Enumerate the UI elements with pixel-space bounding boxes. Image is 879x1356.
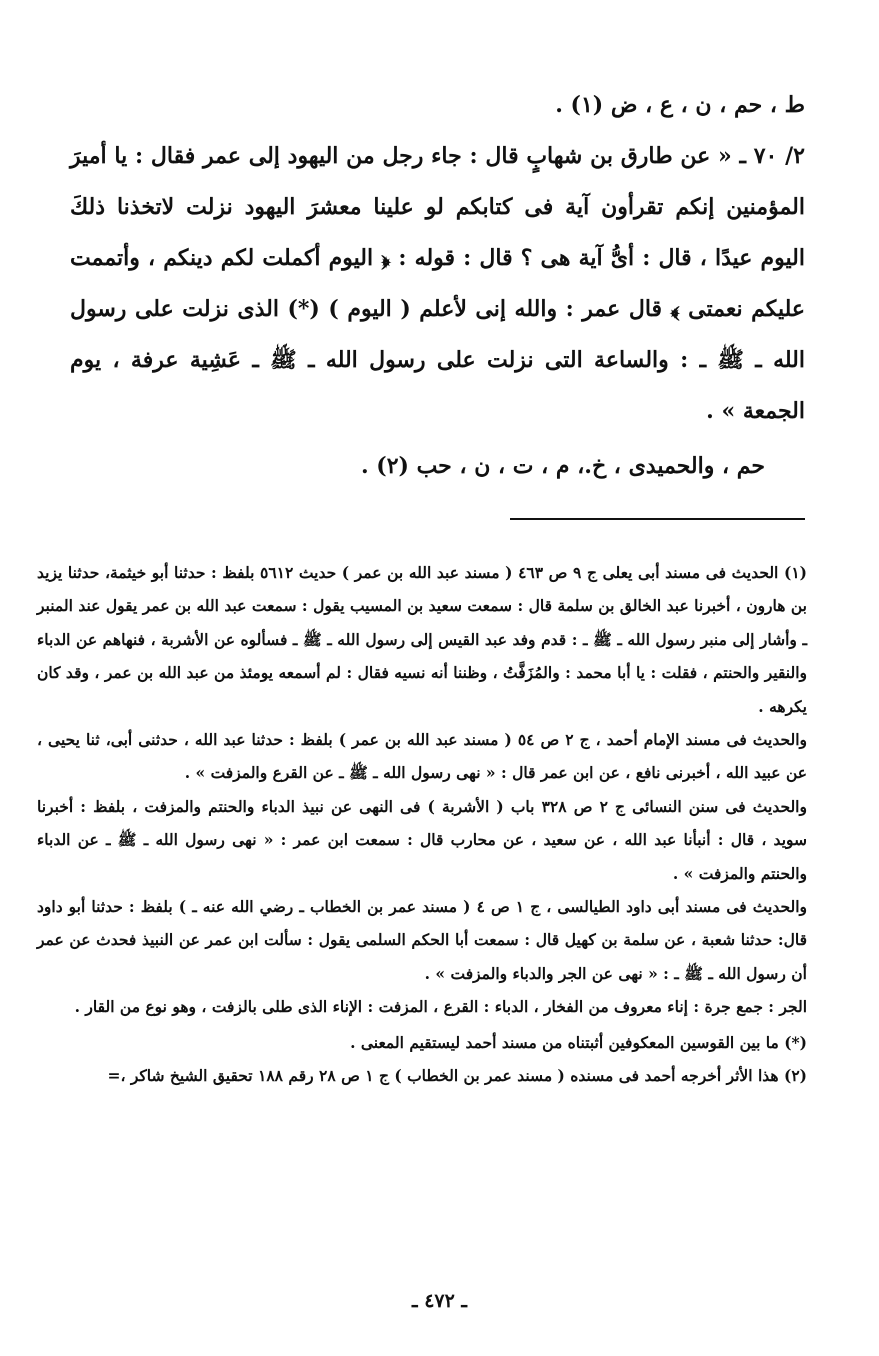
footnote-divider <box>510 518 805 520</box>
footnote-1: (١) الحديث فى مسند أبى يعلى ج ٩ ص ٤٦٣ ( مسند عبد الله بن عمر ) حديث ٥٦١٢ بلفظ : حدثنا أبو خيثمة، حدثنا يزيد بن هارون ، أخبرنا عبد الخالق بن سلمة قال : سمعت سعيد بن المسيب يقول : سمعت عبد الله بن عمر يقول عند المنبر ـ وأشار إلى منبر رسول الله ـ ﷺ ـ : قدم وفد عبد القيس إلى رسول الله ـ ﷺ ـ فسألوه عن الأشربة ، فنهاهم عن الدباء والنقير والحنتم ، فقلت : يا أبا محمد : والمُزَفَّتُ ، وظننا أنه نسيه فقال : لم أسمعه يومئذ من عبد الله بن عمر ، وقد كان يكرهه . <box>37 563 807 716</box>
main-text <box>70 80 805 492</box>
footnotes <box>37 556 807 1093</box>
page-number: ـ ٤٧٢ ـ <box>412 1290 467 1312</box>
footnote-2: (٢) هذا الأثر أخرجه أحمد فى مسنده ( مسند عمر بن الخطاب ) ج ١ ص ٢٨ رقم ١٨٨ تحقيق الشيخ شاكر ،= <box>107 1066 807 1086</box>
sources-line-1: ط ، حم ، ن ، ع ، ض (١) . <box>555 92 805 118</box>
sources-line-2: حم ، والحميدى ، خ.، م ، ت ، ن ، حب (٢) . <box>360 453 765 479</box>
footnote-1-nasai: والحديث فى سنن النسائى ج ٢ ص ٣٢٨ باب ( الأشربة ) فى النهى عن نبيذ الدباء والحنتم والمزفت ، بلفظ : أخبرنا سويد ، قال : أنبأنا عبد الله ، عن سعيد ، عن محارب قال : سمعت ابن عمر : « نهى رسول الله ـ ﷺ ـ عن الدباء والحنتم والمزفت » . <box>37 796 807 883</box>
footnote-1-tayalisi: والحديث فى مسند أبى داود الطيالسى ، ج ١ ص ٤ ( مسند عمر بن الخطاب ـ رضي الله عنه ـ ) بلفظ : حدثنا أبو داود قال: حدثنا شعبة ، عن سلمة بن كهيل قال : سمعت أبا الحكم السلمى يقول : سألت ابن عمر عن النبيذ فحدث عن عمر أن رسول الله ـ ﷺ ـ : « نهى عن الجر والدباء والمزفت » . <box>37 897 807 983</box>
hadith-paragraph: ٢/ ٧٠ ـ « عن طارق بن شهابٍ قال : جاء رجل من اليهود إلى عمر فقال : يا أميرَ المؤمنين إنكم تقرأون آية فى كتابكم لو علينا معشرَ اليهود نزلت لاتخذنا ذلكَ اليوم عيدًا ، قال : أىُّ آية هى ؟ قال : قوله : ﴿ اليوم أكملت لكم دينكم ، وأتممت عليكم نعمتى ﴾ قال عمر : والله إنى لأعلم ( اليوم ) (*) الذى نزلت على رسول الله ـ ﷺ ـ : والساعة التى نزلت على رسول الله ـ ﷺ ـ عَشِية عرفة ، يوم الجمعة » . <box>70 143 805 424</box>
footnote-1-musnad-ahmad: والحديث فى مسند الإمام أحمد ، ج ٢ ص ٥٤ ( مسند عبد الله بن عمر ) بلفظ : حدثنا عبد الله ، حدثنى أبى، ثنا يحيى ، عن عبيد الله ، أخبرنى نافع ، عن ابن عمر قال : « نهى رسول الله ـ ﷺ ـ عن القرع والمزفت » . <box>37 730 807 783</box>
footnote-1-glossary: الجر : جمع جرة : إناء معروف من الفخار ، الدباء : القرع ، المزفت : الإناء الذى طلى بالزفت ، وهو نوع من القار . <box>74 997 807 1017</box>
footnote-asterisk: (*) ما بين القوسين المعكوفين أثبتناه من مسند أحمد ليستقيم المعنى . <box>350 1032 807 1052</box>
